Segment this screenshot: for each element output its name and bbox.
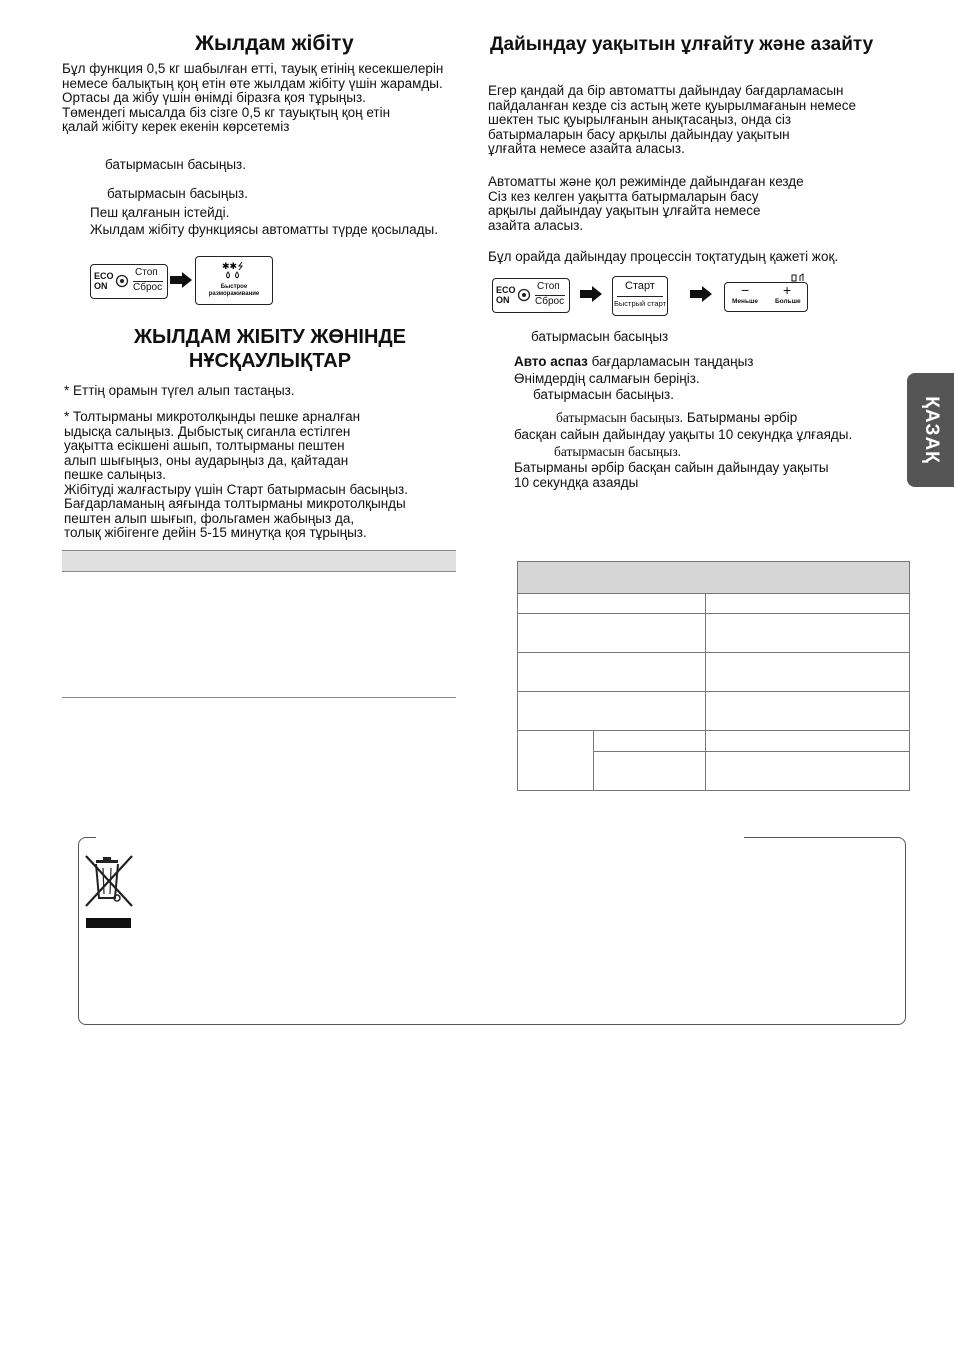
start-label: Старт xyxy=(625,280,655,292)
svg-text:✱✱: ✱✱ xyxy=(222,262,238,272)
plus-sign: + xyxy=(783,282,792,298)
eco-stop-button-icon xyxy=(90,264,168,299)
table-cell xyxy=(706,692,910,731)
step-oven-does-rest: Пеш қалғанын істейді. xyxy=(90,205,230,220)
each-press-text: Батырманы әрбір xyxy=(686,410,798,425)
tip-defrost-procedure: * Толтырманы микротолқынды пешке арналған ыдысқа салыңыз. Дыбыстық сиганла естілген уақытта есікшені ашып, толтырманы пештен алып шығыңыз, оны аударыңыз да, қайтадан пешке салыңыз. Жібітуді жалғастыру үшін Старт батырмасын басыңыз. Бағдарламаның аяғында толтырманы микротолқынды пештен алып шығып, фольгамен жабыңыз да, толық жібігенге дейін 5-15 минутқа қоя тұрыңыз. xyxy=(64,409,408,540)
minus-sign: − xyxy=(741,282,750,298)
table-cell xyxy=(706,731,910,752)
weight-sensor-icon xyxy=(791,273,805,282)
box-top-gap xyxy=(96,832,744,842)
disposal-info-box xyxy=(78,837,906,1025)
stop-label-2: Стоп xyxy=(537,281,560,292)
language-side-tab xyxy=(907,373,954,487)
rstep-press-plus xyxy=(556,410,797,426)
rstep-decrease-time: Батырманы әрбір басқан сайын дайындау уақыты 10 секундқа азаяды xyxy=(514,460,829,490)
rstep-press-minus: батырмасын басыңыз. xyxy=(554,444,682,459)
auto-chef-label: Авто аспаз xyxy=(514,354,588,369)
table-cell xyxy=(518,653,706,692)
eco-stop-button-icon-2 xyxy=(492,278,570,313)
defrost-button-label: Быстрое размораживание xyxy=(208,284,260,297)
quick-defrost-intro: Бұл функция 0,5 кг шабылған етті, тауық етінің кесекшелерін немесе балықтың қоң етін өте жылдам жібіту үшін жарамды. Ортасы да жібу үшін өнімді біразға қоя тұрыңыз. Төмендегі мысалда біз сізге 0,5 кг тауықтың қоң етін қалай жібіту керек екенін көрсетеміз xyxy=(62,61,444,134)
eco-leaf-icon xyxy=(115,274,129,288)
adjust-time-para2: Автоматты және қол режимінде дайындаған кезде Сіз кез келген уақытта батырмаларын басу арқылы дайындау уақытын ұлғайта немесе азайта аласыз. xyxy=(488,174,804,233)
step-press-button-2: батырмасын басыңыз. xyxy=(107,186,248,201)
adjust-time-para3: Бұл орайда дайындау процессін тоқтатудың қажеті жоқ. xyxy=(488,249,839,264)
rstep-enter-weight: Өнімдердің салмағын беріңіз. xyxy=(514,371,700,386)
arrow-right-icon xyxy=(170,272,192,288)
table-cell xyxy=(706,752,910,791)
eco-leaf-icon-2 xyxy=(517,288,531,302)
arrow-right-icon-3 xyxy=(690,286,712,302)
weee-crossed-bin-icon xyxy=(84,854,134,930)
less-more-button-icon xyxy=(724,282,808,312)
table-cell xyxy=(594,731,706,752)
table-cell xyxy=(518,614,706,653)
snowflake-drops-icon xyxy=(221,261,247,281)
table-cell xyxy=(518,692,706,731)
rstep-press-button: батырмасын басыңыз xyxy=(531,329,669,344)
rstep-press-start: батырмасын басыңыз. xyxy=(533,387,674,402)
table-header-cell xyxy=(518,562,910,594)
eco-on-label: ECO ON xyxy=(94,271,114,291)
language-tab-label: ҚАЗАҚ xyxy=(920,396,942,464)
arrow-right-icon-2 xyxy=(580,286,602,302)
table-cell xyxy=(594,752,706,791)
press-plus-text: батырмасын басыңыз. xyxy=(556,410,684,425)
less-label: Меньше xyxy=(732,298,758,305)
stop-label: Стоп xyxy=(135,267,158,278)
defrost-table-header xyxy=(62,550,456,572)
start-button-icon xyxy=(612,276,668,316)
step-auto-defrost: Жылдам жібіту функциясы автоматты түрде қосылады. xyxy=(90,222,439,237)
defrost-guidelines-title: ЖЫЛДАМ ЖІБІТУ ЖӨНІНДЕ НҰСҚАУЛЫҚТАР xyxy=(133,326,407,372)
quick-defrost-title: Жылдам жібіту xyxy=(195,32,354,55)
table-cell xyxy=(706,614,910,653)
adjust-time-title: Дайындау уақытын ұлғайту және азайту xyxy=(490,34,874,55)
reset-label-2: Сброс xyxy=(535,296,565,307)
table-cell xyxy=(706,653,910,692)
quick-start-label: Быстрый старт xyxy=(613,299,667,308)
step-press-button-1: батырмасын басыңыз. xyxy=(105,157,246,172)
table-cell xyxy=(518,731,594,791)
table-cell xyxy=(518,594,706,614)
rstep-select-program xyxy=(514,354,753,369)
reset-label: Сброс xyxy=(133,282,163,293)
eco-on-label-2: ECO ON xyxy=(496,285,516,305)
defrost-table-bottom-rule xyxy=(62,697,456,698)
tip-remove-packaging: * Еттің орамын түгел алып тастаңыз. xyxy=(64,383,295,398)
table-cell xyxy=(706,594,910,614)
adjust-time-para1: Егер қандай да бір автоматты дайындау бағдарламасын пайдаланған кезде сіз астың жете қуырылмағанын немесе шектен тыс қуырылғанын анықтасаңыз, онда сіз батырмаларын басу арқылы дайындау уақытын ұлғайта немесе азайта аласыз. xyxy=(488,83,856,156)
rstep-increase-time: басқан сайын дайындау уақыты 10 секундқа ұлғаяды. xyxy=(514,427,853,442)
more-label: Больше xyxy=(775,298,801,305)
quick-defrost-button-icon xyxy=(195,256,273,305)
auto-program-table xyxy=(517,561,910,791)
select-program-text: бағдарламасын таңдаңыз xyxy=(591,354,754,369)
